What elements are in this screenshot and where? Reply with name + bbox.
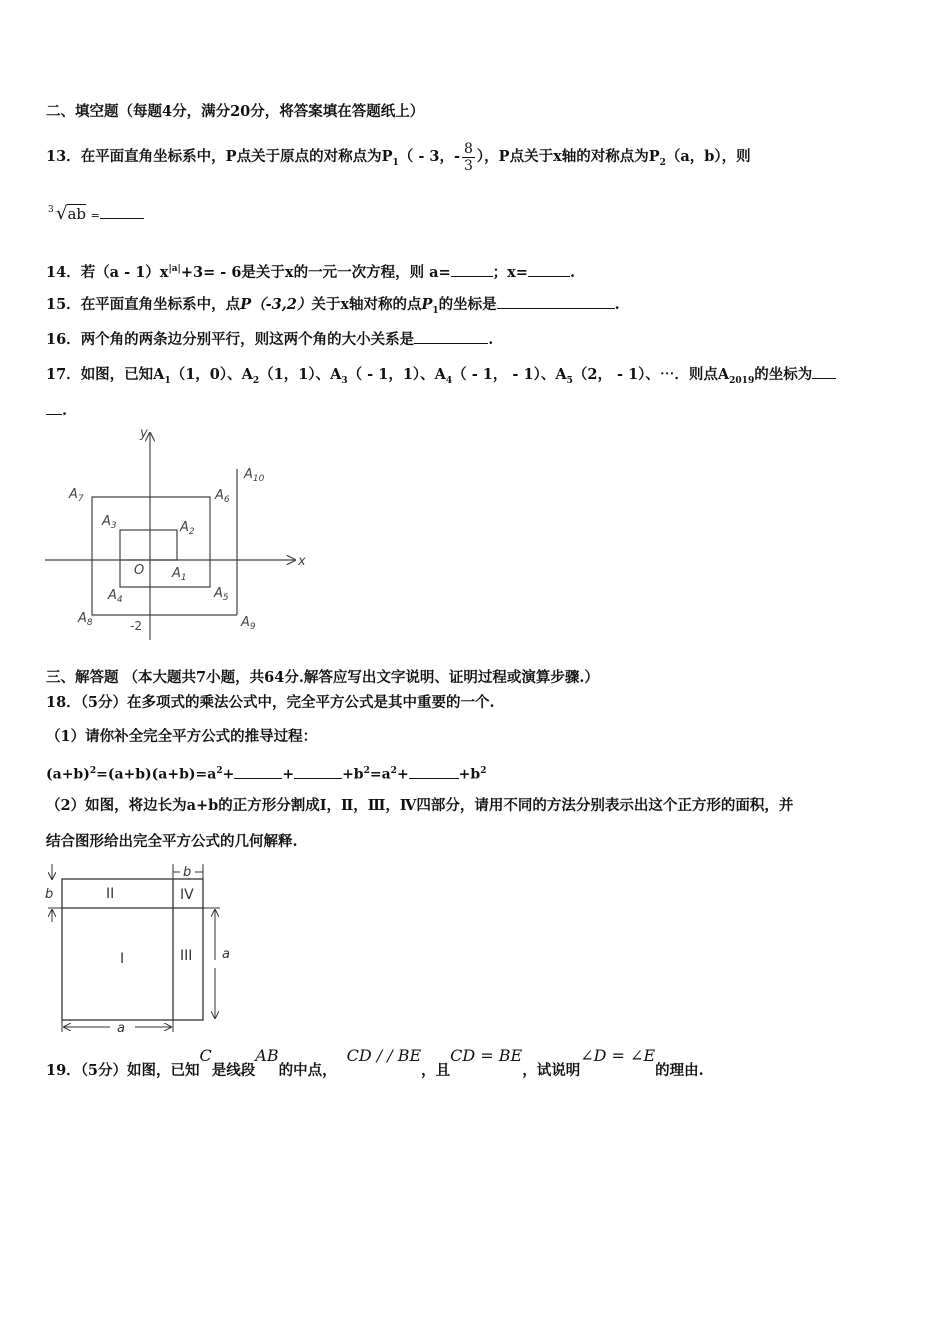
question-15: 15．在平面直角坐标系中，点P（-3,2）关于x轴对称的点$P_1$的坐标是 . xyxy=(46,296,620,316)
question-18: 18．（5分）在多项式的乘法公式中，完全平方公式是其中重要的一个. xyxy=(46,694,495,711)
axis-label-x: x xyxy=(298,554,306,569)
figure-square-partition xyxy=(40,860,240,1040)
fraction-8-3: $\frac{8}{3}$ xyxy=(464,140,473,174)
question-18-part2-cont: 结合图形给出完全平方公式的几何解释. xyxy=(46,833,298,850)
label-A6: $A_6$ xyxy=(215,488,230,505)
label-A5: $A_5$ xyxy=(214,586,229,603)
answer-blank-18-3[interactable] xyxy=(409,764,459,779)
tick-label-minus-2: -2 xyxy=(130,619,142,633)
question-18-part2: （2）如图，将边长为a+b的正方形分割成Ⅰ，Ⅱ，Ⅲ，Ⅳ四部分，请用不同的方法分别表示出这个正方形的面积，并 xyxy=(46,797,794,814)
section-heading-fill-blank: 二、填空题（每题4分，满分20分，将答案填在答题纸上） xyxy=(46,103,425,120)
question-16: 16．两个角的两条边分别平行，则这两个角的大小关系是 . xyxy=(46,331,494,348)
label-A2: $A_2$ xyxy=(180,520,195,537)
label-A10: $A_{10}$ xyxy=(244,467,265,484)
origin-label: O xyxy=(134,563,145,578)
answer-blank-15[interactable] xyxy=(497,294,615,309)
section-heading-solutions: 三、解答题 （本大题共7小题，共64分.解答应写出文字说明、证明过程或演算步骤.） xyxy=(46,669,599,686)
answer-blank-18-2[interactable] xyxy=(294,764,342,779)
cube-root-expression: 3 √ab xyxy=(48,203,87,224)
label-A4: $A_4$ xyxy=(108,588,123,605)
answer-blank-14-a[interactable] xyxy=(451,262,493,277)
question-14: 14．若$(a - 1)x^{|a|}+3= - 6$是关于x的一元一次方程，则 a= ；x= . xyxy=(46,263,576,281)
rect-inner xyxy=(120,530,177,560)
label-A9: $A_9$ xyxy=(241,615,256,632)
region-III-label: III xyxy=(180,948,193,964)
answer-blank-17-cont[interactable] xyxy=(46,400,62,415)
question-19: 19．（5分）如图，已知C是线段AB的中点，CD / / BE，且CD = BE，试说明∠D = ∠E的理由. xyxy=(46,1046,704,1079)
question-18-formula: $(a+b)^2=(a+b)(a+b)=a^2+ + +b^2=a^2+ +b^2$ xyxy=(46,761,486,785)
dim-label-a-right: a xyxy=(222,947,230,962)
question-13-answer: 3 √ab = xyxy=(46,204,144,226)
question-17: 17．如图，已知$A_1(1$，0）、$A_2(1$，1）、$A_3( - 1$，1）、$A_4( - 1$， - 1）、$A_5(2$， - 1）、⋯．则点$A_{2019}$的坐标为 xyxy=(46,364,836,391)
dim-label-a-bottom: a xyxy=(117,1021,125,1036)
axis-label-y: y xyxy=(140,426,148,441)
label-A8: $A_8$ xyxy=(78,611,93,628)
region-IV-label: IV xyxy=(180,887,194,903)
question-13: 13．在平面直角坐标系中，P点关于原点的对称点为$P_1( - 3$，- $\frac{8}{3}$ ），P点关于x轴的对称点为$P_2(a$，b），则 xyxy=(46,140,751,174)
answer-blank-14-x[interactable] xyxy=(528,262,570,277)
label-A7: $A_7$ xyxy=(69,487,84,504)
answer-blank-16[interactable] xyxy=(414,329,488,344)
answer-blank-13[interactable] xyxy=(100,204,144,219)
dim-label-b-left: b xyxy=(45,887,54,902)
dim-label-b-top: b xyxy=(183,865,192,880)
question-17-continuation: . xyxy=(46,400,67,421)
region-I-label: I xyxy=(120,951,125,967)
figure-coordinate-spiral xyxy=(40,425,320,640)
label-A1: $A_1$ xyxy=(172,566,187,583)
label-A3: $A_3$ xyxy=(102,514,117,531)
answer-blank-17[interactable] xyxy=(812,364,836,379)
answer-blank-18-1[interactable] xyxy=(234,764,282,779)
question-18-part1: （1）请你补全完全平方公式的推导过程： xyxy=(46,728,318,745)
region-II-label: II xyxy=(106,886,115,902)
